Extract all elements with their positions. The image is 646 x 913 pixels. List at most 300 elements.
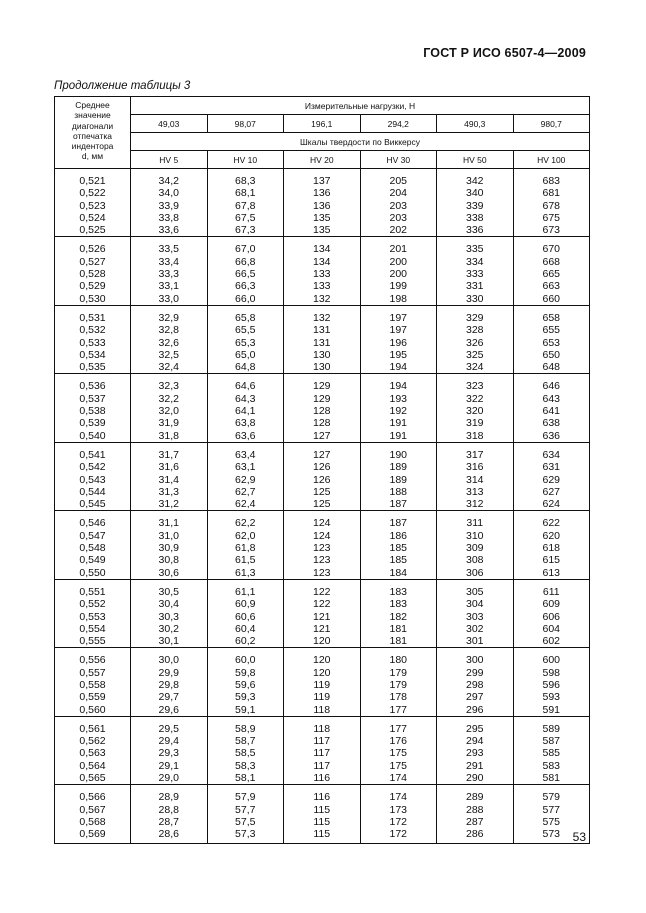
diagonal-cell: 0,556 [55, 654, 131, 666]
hardness-cell: 62,4 [207, 498, 284, 511]
hardness-cell: 123 [284, 554, 361, 566]
hardness-cell: 62,9 [207, 474, 284, 486]
hardness-cell: 189 [360, 461, 437, 473]
hardness-cell: 606 [513, 611, 590, 623]
table-row [55, 224, 590, 237]
table-body [55, 169, 590, 844]
hardness-cell: 187 [360, 498, 437, 511]
diagonal-cell: 0,532 [55, 324, 131, 336]
hardness-cell: 67,0 [207, 243, 284, 255]
diagonal-cell: 0,567 [55, 804, 131, 816]
hardness-table [54, 96, 590, 844]
diagonal-cell: 0,540 [55, 430, 131, 443]
hardness-cell: 604 [513, 623, 590, 635]
hardness-cell: 32,5 [131, 349, 208, 361]
diagonal-cell: 0,550 [55, 567, 131, 580]
hardness-cell: 68,1 [207, 187, 284, 199]
hardness-cell: 63,8 [207, 417, 284, 429]
hardness-cell: 115 [284, 828, 361, 843]
diagonal-header-line: Среднее [75, 100, 110, 110]
diagonal-cell: 0,533 [55, 337, 131, 349]
hardness-cell: 126 [284, 474, 361, 486]
hardness-cell: 325 [437, 349, 514, 361]
hardness-cell: 134 [284, 256, 361, 268]
table-caption: Продолжение таблицы 3 [54, 80, 191, 92]
hardness-cell: 197 [360, 324, 437, 336]
table-row [55, 772, 590, 785]
hardness-cell: 319 [437, 417, 514, 429]
hardness-cell: 122 [284, 598, 361, 610]
hardness-cell: 182 [360, 611, 437, 623]
hardness-cell: 598 [513, 667, 590, 679]
hardness-cell: 58,3 [207, 760, 284, 772]
hardness-cell: 650 [513, 349, 590, 361]
load-value: 490,3 [437, 115, 514, 133]
hardness-cell: 63,6 [207, 430, 284, 443]
hardness-cell: 133 [284, 280, 361, 292]
hardness-cell: 174 [360, 772, 437, 785]
hardness-cell: 33,4 [131, 256, 208, 268]
diagonal-cell: 0,542 [55, 461, 131, 473]
hardness-cell: 57,3 [207, 828, 284, 843]
hardness-cell: 653 [513, 337, 590, 349]
hardness-cell: 129 [284, 393, 361, 405]
scales-row [55, 151, 590, 169]
diagonal-cell: 0,544 [55, 486, 131, 498]
hardness-cell: 196 [360, 337, 437, 349]
hardness-cell: 33,3 [131, 268, 208, 280]
hardness-cell: 29,0 [131, 772, 208, 785]
hardness-cell: 126 [284, 461, 361, 473]
hardness-cell: 130 [284, 361, 361, 374]
hardness-cell: 663 [513, 280, 590, 292]
hardness-cell: 181 [360, 635, 437, 648]
hardness-cell: 33,6 [131, 224, 208, 237]
table-row [55, 449, 590, 461]
hardness-cell: 128 [284, 405, 361, 417]
table-row [55, 760, 590, 772]
hardness-cell: 600 [513, 654, 590, 666]
hardness-cell: 191 [360, 430, 437, 443]
hardness-cell: 28,8 [131, 804, 208, 816]
hardness-cell: 175 [360, 747, 437, 759]
hardness-cell: 291 [437, 760, 514, 772]
hardness-cell: 131 [284, 337, 361, 349]
hardness-cell: 191 [360, 417, 437, 429]
hardness-cell: 298 [437, 679, 514, 691]
hardness-cell: 183 [360, 598, 437, 610]
hardness-cell: 338 [437, 212, 514, 224]
diagonal-cell: 0,545 [55, 498, 131, 511]
hardness-cell: 60,9 [207, 598, 284, 610]
table-row [55, 212, 590, 224]
hardness-cell: 119 [284, 679, 361, 691]
hardness-cell: 177 [360, 723, 437, 735]
hardness-cell: 29,5 [131, 723, 208, 735]
load-value: 49,03 [131, 115, 208, 133]
hardness-cell: 326 [437, 337, 514, 349]
document-standard-header: ГОСТ Р ИСО 6507-4—2009 [423, 46, 586, 60]
table-row [55, 380, 590, 392]
table-row [55, 791, 590, 803]
hardness-cell: 297 [437, 691, 514, 703]
table-row [55, 598, 590, 610]
table-row [55, 517, 590, 529]
diagonal-cell: 0,553 [55, 611, 131, 623]
hardness-cell: 173 [360, 804, 437, 816]
hardness-cell: 123 [284, 542, 361, 554]
table-row [55, 175, 590, 187]
scale-label: HV 30 [360, 151, 437, 169]
hardness-cell: 129 [284, 380, 361, 392]
hardness-cell: 314 [437, 474, 514, 486]
table-row [55, 268, 590, 280]
hardness-cell: 28,9 [131, 791, 208, 803]
table-row [55, 611, 590, 623]
hardness-cell: 203 [360, 212, 437, 224]
hardness-cell: 324 [437, 361, 514, 374]
hardness-cell: 186 [360, 530, 437, 542]
table-row [55, 461, 590, 473]
hardness-cell: 131 [284, 324, 361, 336]
hardness-cell: 29,3 [131, 747, 208, 759]
hardness-cell: 643 [513, 393, 590, 405]
hardness-cell: 591 [513, 704, 590, 717]
diagonal-cell: 0,538 [55, 405, 131, 417]
hardness-cell: 289 [437, 791, 514, 803]
hardness-cell: 179 [360, 667, 437, 679]
hardness-cell: 340 [437, 187, 514, 199]
hardness-cell: 30,9 [131, 542, 208, 554]
hardness-cell: 58,9 [207, 723, 284, 735]
hardness-cell: 32,0 [131, 405, 208, 417]
hardness-cell: 29,9 [131, 667, 208, 679]
diagonal-cell: 0,530 [55, 293, 131, 306]
hardness-cell: 627 [513, 486, 590, 498]
loads-group-header: Измерительные нагрузки, Н [131, 97, 590, 115]
diagonal-cell: 0,569 [55, 828, 131, 843]
hardness-cell: 311 [437, 517, 514, 529]
hardness-cell: 117 [284, 735, 361, 747]
hardness-cell: 629 [513, 474, 590, 486]
hardness-cell: 185 [360, 554, 437, 566]
diagonal-header-line: отпечатка [73, 130, 112, 141]
table-row [55, 554, 590, 566]
table-row [55, 530, 590, 542]
hardness-cell: 194 [360, 361, 437, 374]
hardness-cell: 33,5 [131, 243, 208, 255]
hardness-cell: 575 [513, 816, 590, 828]
load-value: 98,07 [207, 115, 284, 133]
hardness-cell: 30,2 [131, 623, 208, 635]
hardness-cell: 678 [513, 200, 590, 212]
hardness-cell: 67,5 [207, 212, 284, 224]
hardness-cell: 127 [284, 449, 361, 461]
table-row [55, 542, 590, 554]
hardness-cell: 29,7 [131, 691, 208, 703]
hardness-cell: 117 [284, 747, 361, 759]
hardness-cell: 31,7 [131, 449, 208, 461]
diagonal-cell: 0,531 [55, 312, 131, 324]
diagonal-cell: 0,552 [55, 598, 131, 610]
table-row [55, 200, 590, 212]
hardness-cell: 31,0 [131, 530, 208, 542]
hardness-cell: 683 [513, 175, 590, 187]
hardness-cell: 177 [360, 704, 437, 717]
diagonal-cell: 0,534 [55, 349, 131, 361]
hardness-cell: 333 [437, 268, 514, 280]
hardness-cell: 31,9 [131, 417, 208, 429]
hardness-cell: 118 [284, 704, 361, 717]
hardness-cell: 30,0 [131, 654, 208, 666]
hardness-cell: 675 [513, 212, 590, 224]
hardness-cell: 123 [284, 567, 361, 580]
diagonal-cell: 0,521 [55, 175, 131, 187]
diagonal-cell: 0,543 [55, 474, 131, 486]
hardness-cell: 293 [437, 747, 514, 759]
hardness-cell: 60,4 [207, 623, 284, 635]
hardness-cell: 32,8 [131, 324, 208, 336]
hardness-cell: 330 [437, 293, 514, 306]
hardness-cell: 58,7 [207, 735, 284, 747]
hardness-cell: 30,3 [131, 611, 208, 623]
hardness-cell: 308 [437, 554, 514, 566]
hardness-cell: 189 [360, 474, 437, 486]
hardness-cell: 302 [437, 623, 514, 635]
hardness-cell: 121 [284, 611, 361, 623]
hardness-cell: 175 [360, 760, 437, 772]
diagonal-cell: 0,568 [55, 816, 131, 828]
hardness-cell: 587 [513, 735, 590, 747]
table-header [55, 97, 590, 169]
hardness-cell: 116 [284, 772, 361, 785]
hardness-cell: 172 [360, 816, 437, 828]
hardness-cell: 193 [360, 393, 437, 405]
hardness-cell: 306 [437, 567, 514, 580]
hardness-cell: 188 [360, 486, 437, 498]
diagonal-cell: 0,522 [55, 187, 131, 199]
hardness-cell: 200 [360, 256, 437, 268]
hardness-cell: 32,3 [131, 380, 208, 392]
hardness-cell: 585 [513, 747, 590, 759]
hardness-cell: 124 [284, 530, 361, 542]
table-row [55, 293, 590, 306]
diagonal-header-line: диагонали [71, 120, 114, 131]
hardness-cell: 334 [437, 256, 514, 268]
hardness-cell: 61,8 [207, 542, 284, 554]
diagonal-cell: 0,547 [55, 530, 131, 542]
hardness-cell: 65,3 [207, 337, 284, 349]
hardness-cell: 313 [437, 486, 514, 498]
hardness-cell: 320 [437, 405, 514, 417]
hardness-cell: 64,1 [207, 405, 284, 417]
table-row [55, 586, 590, 598]
diagonal-cell: 0,566 [55, 791, 131, 803]
hardness-cell: 31,1 [131, 517, 208, 529]
hardness-cell: 31,3 [131, 486, 208, 498]
scale-label: HV 100 [513, 151, 590, 169]
hardness-cell: 581 [513, 772, 590, 785]
table-row [55, 243, 590, 255]
diagonal-cell: 0,529 [55, 280, 131, 292]
hardness-cell: 638 [513, 417, 590, 429]
table-row [55, 567, 590, 580]
hardness-cell: 133 [284, 268, 361, 280]
hardness-cell: 122 [284, 586, 361, 598]
hardness-cell: 31,6 [131, 461, 208, 473]
hardness-cell: 67,8 [207, 200, 284, 212]
table-row [55, 667, 590, 679]
hardness-cell: 665 [513, 268, 590, 280]
hardness-cell: 181 [360, 623, 437, 635]
hardness-cell: 185 [360, 542, 437, 554]
hardness-cell: 316 [437, 461, 514, 473]
hardness-cell: 655 [513, 324, 590, 336]
hardness-cell: 62,2 [207, 517, 284, 529]
hardness-cell: 294 [437, 735, 514, 747]
hardness-cell: 66,0 [207, 293, 284, 306]
hardness-cell: 124 [284, 517, 361, 529]
hardness-cell: 61,5 [207, 554, 284, 566]
table-row [55, 256, 590, 268]
hardness-cell: 59,8 [207, 667, 284, 679]
hardness-cell: 184 [360, 567, 437, 580]
hardness-cell: 618 [513, 542, 590, 554]
hardness-cell: 331 [437, 280, 514, 292]
table-row [55, 679, 590, 691]
hardness-cell: 57,9 [207, 791, 284, 803]
hardness-cell: 65,5 [207, 324, 284, 336]
load-value: 294,2 [360, 115, 437, 133]
hardness-cell: 339 [437, 200, 514, 212]
hardness-cell: 29,4 [131, 735, 208, 747]
diagonal-header-line: индентора [71, 141, 114, 152]
hardness-cell: 329 [437, 312, 514, 324]
hardness-cell: 118 [284, 723, 361, 735]
hardness-cell: 573 [513, 828, 590, 843]
hardness-cell: 32,6 [131, 337, 208, 349]
hardness-cell: 317 [437, 449, 514, 461]
hardness-cell: 64,3 [207, 393, 284, 405]
table-row [55, 393, 590, 405]
hardness-cell: 59,6 [207, 679, 284, 691]
hardness-cell: 197 [360, 312, 437, 324]
hardness-cell: 304 [437, 598, 514, 610]
hardness-cell: 658 [513, 312, 590, 324]
hardness-cell: 301 [437, 635, 514, 648]
diagonal-cell: 0,548 [55, 542, 131, 554]
table-row [55, 405, 590, 417]
hardness-cell: 290 [437, 772, 514, 785]
hardness-cell: 602 [513, 635, 590, 648]
table-row [55, 623, 590, 635]
hardness-cell: 28,7 [131, 816, 208, 828]
diagonal-cell: 0,523 [55, 200, 131, 212]
hardness-cell: 288 [437, 804, 514, 816]
diagonal-column-header [55, 97, 131, 169]
hardness-cell: 323 [437, 380, 514, 392]
diagonal-cell: 0,564 [55, 760, 131, 772]
hardness-cell: 190 [360, 449, 437, 461]
load-value: 196,1 [284, 115, 361, 133]
hardness-cell: 130 [284, 349, 361, 361]
hardness-cell: 63,1 [207, 461, 284, 473]
hardness-cell: 179 [360, 679, 437, 691]
hardness-cell: 61,3 [207, 567, 284, 580]
diagonal-cell: 0,536 [55, 380, 131, 392]
hardness-cell: 322 [437, 393, 514, 405]
hardness-cell: 328 [437, 324, 514, 336]
hardness-cell: 33,0 [131, 293, 208, 306]
table-row [55, 361, 590, 374]
hardness-cell: 68,3 [207, 175, 284, 187]
hardness-cell: 203 [360, 200, 437, 212]
hardness-cell: 128 [284, 417, 361, 429]
diagonal-cell: 0,526 [55, 243, 131, 255]
hardness-cell: 57,7 [207, 804, 284, 816]
hardness-cell: 125 [284, 498, 361, 511]
diagonal-cell: 0,560 [55, 704, 131, 717]
hardness-cell: 33,8 [131, 212, 208, 224]
hardness-cell: 631 [513, 461, 590, 473]
hardness-cell: 127 [284, 430, 361, 443]
scale-label: HV 5 [131, 151, 208, 169]
hardness-cell: 34,0 [131, 187, 208, 199]
hardness-cell: 194 [360, 380, 437, 392]
hardness-cell: 29,6 [131, 704, 208, 717]
hardness-cell: 205 [360, 175, 437, 187]
hardness-cell: 180 [360, 654, 437, 666]
hardness-cell: 336 [437, 224, 514, 237]
hardness-cell: 670 [513, 243, 590, 255]
diagonal-cell: 0,551 [55, 586, 131, 598]
hardness-cell: 115 [284, 804, 361, 816]
hardness-cell: 312 [437, 498, 514, 511]
table-row [55, 486, 590, 498]
hardness-cell: 62,0 [207, 530, 284, 542]
hardness-cell: 64,6 [207, 380, 284, 392]
diagonal-cell: 0,561 [55, 723, 131, 735]
hardness-cell: 303 [437, 611, 514, 623]
hardness-cell: 613 [513, 567, 590, 580]
hardness-cell: 115 [284, 816, 361, 828]
hardness-cell: 30,5 [131, 586, 208, 598]
hardness-cell: 32,9 [131, 312, 208, 324]
hardness-cell: 579 [513, 791, 590, 803]
hardness-cell: 318 [437, 430, 514, 443]
diagonal-cell: 0,555 [55, 635, 131, 648]
table-row [55, 337, 590, 349]
table-row [55, 349, 590, 361]
hardness-cell: 29,8 [131, 679, 208, 691]
table-row [55, 735, 590, 747]
hardness-cell: 681 [513, 187, 590, 199]
diagonal-header-line: d, мм [81, 151, 104, 162]
table-row [55, 430, 590, 443]
hardness-cell: 135 [284, 224, 361, 237]
hardness-cell: 31,8 [131, 430, 208, 443]
diagonal-cell: 0,549 [55, 554, 131, 566]
table-row [55, 312, 590, 324]
table-row [55, 723, 590, 735]
hardness-cell: 624 [513, 498, 590, 511]
diagonal-cell: 0,524 [55, 212, 131, 224]
diagonal-cell: 0,565 [55, 772, 131, 785]
hardness-cell: 33,1 [131, 280, 208, 292]
hardness-cell: 620 [513, 530, 590, 542]
hardness-cell: 59,3 [207, 691, 284, 703]
hardness-cell: 67,3 [207, 224, 284, 237]
